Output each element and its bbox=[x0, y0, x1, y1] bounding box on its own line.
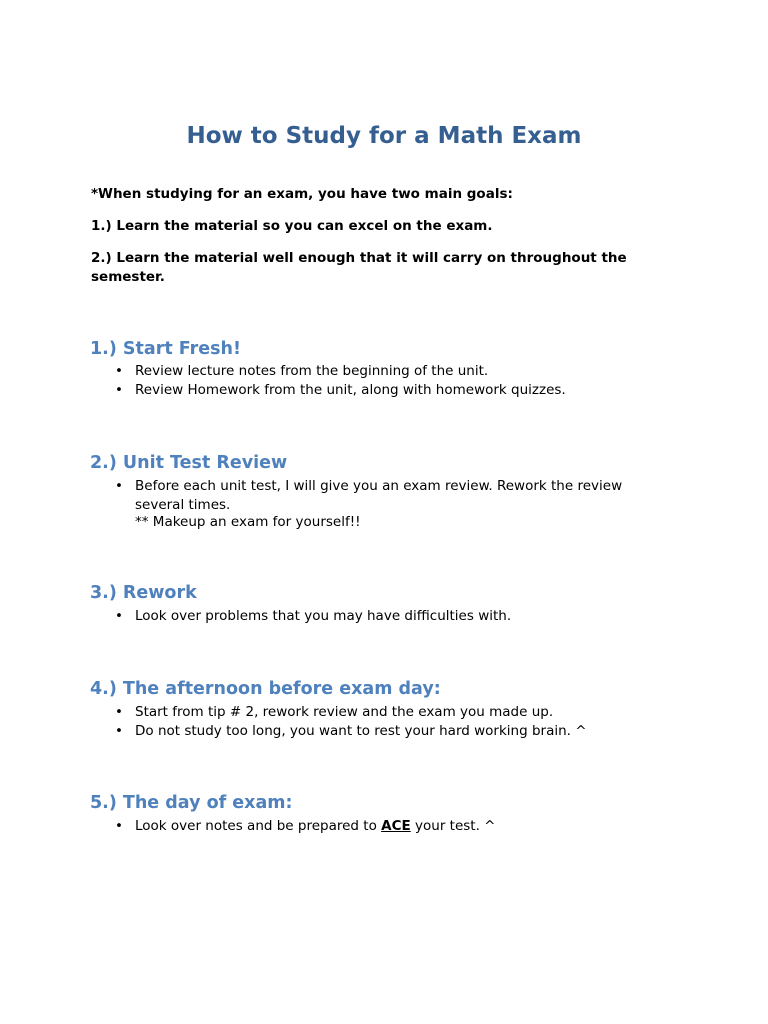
list-item-text: Before each unit test, I will give you an exam review. Rework the review several times. bbox=[135, 478, 623, 513]
ace-emphasis: ACE bbox=[381, 818, 411, 834]
list-item-text: Review Homework from the unit, along with homework quizzes. bbox=[135, 382, 566, 398]
list-item bbox=[115, 607, 655, 626]
bullet-icon: • bbox=[115, 818, 123, 834]
intro-goals: *When studying for an exam, you have two main goals: bbox=[91, 186, 513, 202]
section-list-day-of-exam bbox=[115, 817, 655, 836]
bullet-icon: • bbox=[115, 382, 123, 398]
list-item bbox=[115, 381, 655, 400]
list-item-text: Review lecture notes from the beginning of the unit. bbox=[135, 363, 489, 379]
list-item bbox=[115, 722, 655, 741]
list-item-text: Look over problems that you may have difficulties with. bbox=[135, 608, 512, 624]
intro-goal-2: 2.) Learn the material well enough that it will carry on throughout the semester. bbox=[91, 250, 627, 285]
list-item-text-after: your test. ^ bbox=[410, 818, 496, 834]
bullet-icon: • bbox=[115, 723, 123, 739]
section-heading-afternoon-before: 4.) The afternoon before exam day: bbox=[90, 679, 441, 699]
intro-goal-1: 1.) Learn the material so you can excel on the exam. bbox=[91, 218, 493, 234]
list-item-text: Start from tip # 2, rework review and the exam you made up. bbox=[135, 704, 554, 720]
section-list-rework bbox=[115, 607, 655, 626]
list-item bbox=[115, 817, 655, 836]
bullet-icon: • bbox=[115, 704, 123, 720]
section-list-unit-test-review bbox=[115, 477, 655, 532]
bullet-icon: • bbox=[115, 363, 123, 379]
list-item bbox=[115, 362, 655, 381]
list-item-text-before: Look over notes and be prepared to bbox=[135, 818, 382, 834]
section-heading-day-of-exam: 5.) The day of exam: bbox=[90, 793, 293, 813]
section-heading-rework: 3.) Rework bbox=[90, 583, 197, 603]
list-item bbox=[115, 477, 655, 532]
section-heading-unit-test-review: 2.) Unit Test Review bbox=[90, 453, 288, 473]
document-title: How to Study for a Math Exam bbox=[186, 123, 582, 149]
bullet-icon: • bbox=[115, 478, 123, 494]
section-list-afternoon-before bbox=[115, 703, 655, 741]
list-item bbox=[115, 703, 655, 722]
bullet-icon: • bbox=[115, 608, 123, 624]
list-item-note: ** Makeup an exam for yourself!! bbox=[135, 514, 361, 530]
section-heading-start-fresh: 1.) Start Fresh! bbox=[90, 339, 241, 359]
section-list-start-fresh bbox=[115, 362, 655, 400]
list-item-text: Do not study too long, you want to rest your hard working brain. ^ bbox=[135, 723, 587, 739]
